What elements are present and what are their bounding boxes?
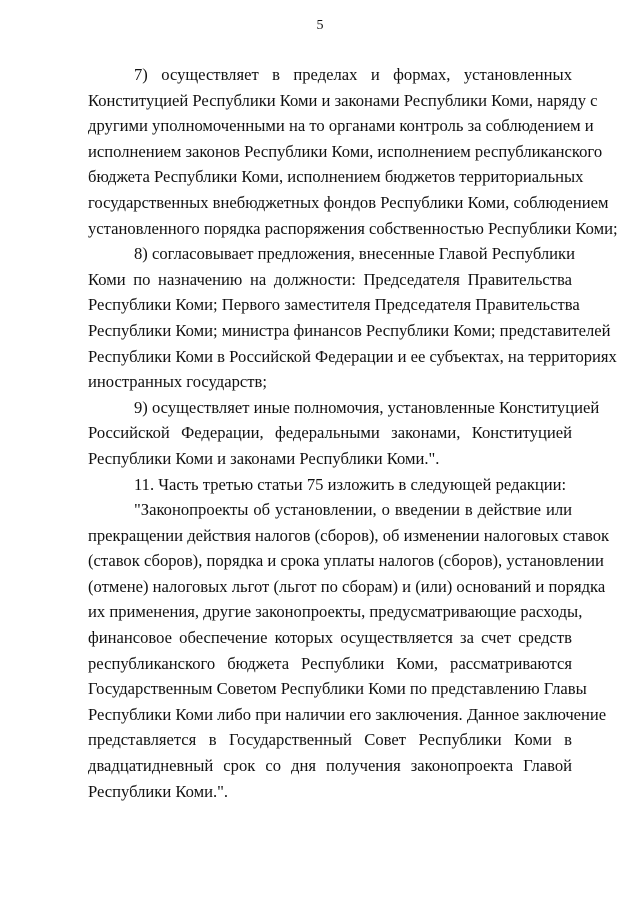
text-line: 7) осуществляет в пределах и формах, установленных — [134, 65, 572, 84]
text-line: (отмене) налоговых льгот (льгот по сборам) и (или) оснований и порядка — [88, 576, 606, 596]
document-body — [88, 62, 618, 804]
text-line: установленного порядка распоряжения собственностью Республики Коми; — [88, 218, 618, 238]
text-line: двадцатидневный срок со дня получения законопроекта Главой — [88, 756, 572, 776]
text-line: бюджета Республики Коми, исполнением бюджетов территориальных — [88, 167, 584, 187]
text-line: их применения, другие законопроекты, предусматривающие расходы, — [88, 602, 583, 622]
text-line: 8) согласовывает предложения, внесенные Главой Республики — [134, 244, 575, 264]
text-line: прекращении действия налогов (сборов), об изменении налоговых ставок — [88, 525, 610, 545]
text-line: Республики Коми; Первого заместителя Председателя Правительства — [88, 295, 580, 315]
text-line: финансовое обеспечение которых осуществляется за счет средств — [88, 628, 572, 648]
paragraph-item-8 — [88, 241, 617, 395]
text-line: 9) осуществляет иные полномочия, установленные Конституцией — [134, 397, 600, 417]
text-line: Республики Коми либо при наличии его заключения. Данное заключение — [88, 704, 607, 724]
quoted-amendment-text — [88, 497, 610, 804]
text-line: (ставок сборов), порядка и срока уплаты налогов (сборов), установлении — [88, 551, 604, 571]
text-line: "Законопроекты об установлении, о введении в действие или — [134, 500, 572, 520]
text-line: представляется в Государственный Совет Республики Коми в — [88, 730, 572, 750]
text-line: Республики Коми.". — [88, 781, 229, 801]
text-line: иностранных государств; — [88, 372, 267, 392]
text-line: Республики Коми в Российской Федерации и ее субъектах, на территориях — [88, 346, 617, 366]
text-line: исполнением законов Республики Коми, исполнением республиканского — [88, 141, 603, 161]
text-line: Российской Федерации, федеральными законами, Конституцией — [88, 423, 572, 443]
page-number: 5 — [316, 18, 324, 33]
text-line: 11. Часть третью статьи 75 изложить в следующей редакции: — [134, 474, 567, 494]
text-line: другими уполномоченными на то органами контроль за соблюдением и — [88, 116, 594, 136]
amendment-item-11 — [88, 472, 572, 498]
text-line: Республики Коми; министра финансов Республики Коми; представителей — [88, 320, 611, 340]
text-line: Коми по назначению на должности: Председателя Правительства — [88, 269, 572, 289]
text-line: Республики Коми и законами Республики Коми.". — [88, 448, 440, 468]
paragraph-item-9 — [88, 395, 600, 472]
text-line: Государственным Советом Республики Коми по представлению Главы — [88, 679, 587, 699]
text-line: государственных внебюджетных фондов Республики Коми, соблюдением — [88, 192, 609, 212]
text-line: Конституцией Республики Коми и законами Республики Коми, наряду с — [88, 90, 598, 110]
paragraph-item-7 — [88, 62, 618, 241]
text-line: республиканского бюджета Республики Коми, рассматриваются — [88, 653, 572, 673]
